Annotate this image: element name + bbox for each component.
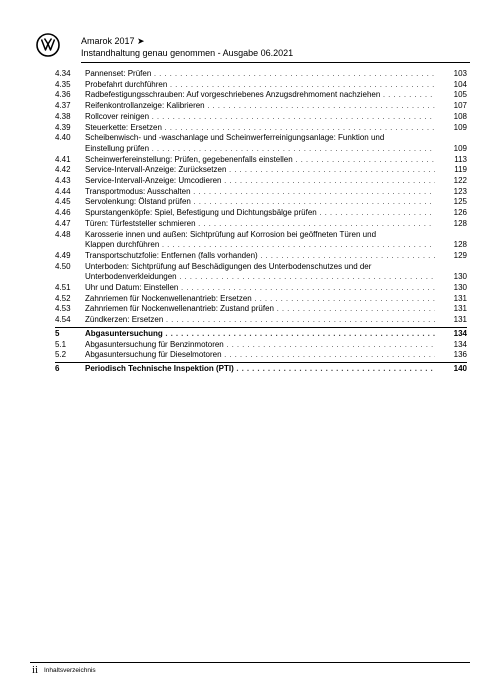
toc-entry-number: 5 <box>55 328 60 338</box>
toc-entry[interactable] <box>55 208 467 219</box>
toc-entry-title-line: Unterboden: Sichtprüfung auf Beschädigungen des Unterbodenschutzes und der <box>85 261 372 271</box>
toc-entry-title-line: Scheinwerfereinstellung: Prüfen, gegebenenfalls einstellen . . . <box>85 155 435 166</box>
toc-entry-title <box>85 219 435 230</box>
toc-entry-page: 108 <box>453 111 467 121</box>
toc-entry-title <box>85 304 435 315</box>
toc-entry-number: 4.36 <box>55 90 71 100</box>
toc-entry-title <box>85 187 435 198</box>
toc-entry-page: 125 <box>453 197 467 207</box>
toc-entry[interactable] <box>55 304 467 315</box>
toc-entry-title-line: Rollcover reinigen . . . <box>85 112 435 123</box>
toc-entry-page: 134 <box>453 339 467 349</box>
toc-entry-title-line: Einstellung prüfen . . . <box>85 144 435 155</box>
toc-entry-number: 4.47 <box>55 218 71 228</box>
page-header <box>30 30 470 66</box>
toc-entry-title <box>85 197 435 208</box>
toc-entry-number: 4.35 <box>55 79 71 89</box>
toc-entry-title-line: Pannenset: Prüfen . . . <box>85 69 435 80</box>
toc-chapter-entry[interactable] <box>55 364 467 375</box>
toc-entry[interactable] <box>55 262 467 283</box>
toc-entry-title <box>85 315 435 326</box>
toc-entry-title-line: Unterbodenverkleidungen . . . <box>85 272 435 283</box>
toc-entry-title <box>85 101 435 112</box>
toc-entry-title <box>85 262 435 283</box>
toc-entry-number: 4.39 <box>55 122 71 132</box>
toc-entry-number: 4.37 <box>55 101 71 111</box>
toc-entry-title <box>85 155 435 166</box>
toc-entry-title <box>85 123 435 134</box>
toc-entry-page: 107 <box>453 101 467 111</box>
toc-entry-number: 4.49 <box>55 250 71 260</box>
toc-entry-number: 4.54 <box>55 315 71 325</box>
header-model: Amarok 2017 ➤ <box>81 36 145 46</box>
toc-entry[interactable] <box>55 230 467 251</box>
toc-entry-title <box>85 112 435 123</box>
toc-entry-title <box>85 283 435 294</box>
toc-entry-title <box>85 340 435 351</box>
toc-entry-number: 4.40 <box>55 133 71 143</box>
toc-entry-page: 140 <box>453 363 467 373</box>
toc-entry-number: 4.46 <box>55 208 71 218</box>
toc-entry-number: 4.50 <box>55 261 71 271</box>
toc-entry-number: 5.2 <box>55 350 67 360</box>
toc-entry-page: 131 <box>453 304 467 314</box>
toc-entry[interactable] <box>55 187 467 198</box>
toc-entry-title-line: Scheibenwisch- und -waschanlage und Scheinwerferreinigungsanlage: Funktion und <box>85 133 385 143</box>
toc-entry-page: 103 <box>453 69 467 78</box>
toc-entry-title-line: Servolenkung: Ölstand prüfen . . . <box>85 197 435 208</box>
toc-entry-title-line: Abgasuntersuchung für Benzinmotoren . . . <box>85 340 435 351</box>
toc-entry-title-line: Probefahrt durchführen . . . <box>85 80 435 91</box>
toc-entry-page: 128 <box>453 240 467 250</box>
toc-entry[interactable] <box>55 112 467 123</box>
toc-entry[interactable] <box>55 80 467 91</box>
toc-entry[interactable] <box>55 176 467 187</box>
toc-entry[interactable] <box>55 101 467 112</box>
toc-entry-title-line: Transportmodus: Ausschalten . . . <box>85 187 435 198</box>
toc-entry[interactable] <box>55 155 467 166</box>
toc-entry-number: 4.53 <box>55 304 71 314</box>
toc-entry-title-line: Abgasuntersuchung . . . <box>85 329 435 340</box>
vw-logo-icon <box>36 33 60 57</box>
toc-entry-title <box>85 251 435 262</box>
toc-entry-number: 4.43 <box>55 176 71 186</box>
toc-entry[interactable] <box>55 165 467 176</box>
toc-entry[interactable] <box>55 283 467 294</box>
toc-entry[interactable] <box>55 123 467 134</box>
toc-entry-page: 130 <box>453 283 467 293</box>
toc-entry[interactable] <box>55 197 467 208</box>
toc-entry-page: 119 <box>454 165 467 175</box>
toc-entry-title-line: Abgasuntersuchung für Dieselmotoren . . . <box>85 350 435 361</box>
toc-entry-title <box>85 208 435 219</box>
chapter-separator <box>55 327 467 328</box>
toc-entry-number: 4.51 <box>55 283 71 293</box>
toc-entry-number: 4.44 <box>55 186 71 196</box>
toc-entry-title-line: Klappen durchführen . . . <box>85 240 435 251</box>
toc-entry-title-line: Zahnriemen für Nockenwellenantrieb: Ersetzen . . . <box>85 294 435 305</box>
header-text <box>81 35 293 59</box>
toc-entry[interactable] <box>55 315 467 326</box>
page-footer <box>30 662 470 676</box>
toc-entry-page: 122 <box>453 176 467 186</box>
toc-entry-title-line: Türen: Türfeststeller schmieren . . . <box>85 219 435 230</box>
toc-entry-page: 136 <box>453 350 467 360</box>
toc-entry-number: 4.41 <box>55 154 71 164</box>
toc-entry-number: 4.38 <box>55 111 71 121</box>
chapter-separator <box>55 362 467 363</box>
toc-entry[interactable] <box>55 294 467 305</box>
toc-entry-title-line: Reifenkontrollanzeige: Kalibrieren . . . <box>85 101 435 112</box>
footer-label: Inhaltsverzeichnis <box>44 667 96 674</box>
toc-entry-page: 104 <box>453 79 467 89</box>
toc-entry-title <box>85 165 435 176</box>
toc-entry-title <box>85 80 435 91</box>
table-of-contents <box>55 69 467 375</box>
toc-entry-title <box>85 364 435 375</box>
toc-entry-page: 105 <box>453 90 467 100</box>
toc-entry-page: 129 <box>453 250 467 260</box>
toc-entry-page: 109 <box>453 143 467 153</box>
footer-rule <box>30 662 470 663</box>
header-subtitle: Instandhaltung genau genommen - Ausgabe 06.2021 <box>81 48 294 58</box>
toc-entry-title-line: Service-Intervall-Anzeige: Zurücksetzen . . . <box>85 165 435 176</box>
toc-entry-title-line: Karosserie innen und außen: Sichtprüfung auf Korrosion bei geöffneten Türen und <box>85 229 377 239</box>
toc-entry[interactable] <box>55 350 467 361</box>
toc-entry-title <box>85 133 435 154</box>
toc-entry-page: 123 <box>453 186 467 196</box>
toc-entry-title-line: Zündkerzen: Ersetzen . . . <box>85 315 435 326</box>
toc-entry-title-line: Steuerkette: Ersetzen . . . <box>85 123 435 134</box>
toc-entry[interactable] <box>55 133 467 154</box>
toc-entry-page: 109 <box>453 122 467 132</box>
toc-entry-title-line: Service-Intervall-Anzeige: Umcodieren . . . <box>85 176 435 187</box>
toc-chapter-entry[interactable] <box>55 329 467 340</box>
toc-entry[interactable] <box>55 251 467 262</box>
toc-entry-number: 4.45 <box>55 197 71 207</box>
toc-entry-title <box>85 294 435 305</box>
toc-entry-title-line: Radbefestigungsschrauben: Auf vorgeschriebenes Anzugsdrehmoment nachziehen . . . <box>85 90 435 101</box>
toc-entry-number: 4.52 <box>55 293 71 303</box>
toc-entry-number: 4.48 <box>55 229 71 239</box>
toc-entry-title <box>85 230 435 251</box>
toc-entry-title-line: Zahnriemen für Nockenwellenantrieb: Zustand prüfen . . . <box>85 304 435 315</box>
toc-entry-title <box>85 329 435 340</box>
toc-entry[interactable] <box>55 219 467 230</box>
toc-entry-title-line: Periodisch Technische Inspektion (PTI) . . . <box>85 364 435 375</box>
toc-entry[interactable] <box>55 340 467 351</box>
toc-entry-number: 4.42 <box>55 165 71 175</box>
toc-entry-page: 113 <box>454 154 467 164</box>
footer-page-number: ii <box>32 664 39 676</box>
toc-entry-page: 130 <box>453 272 467 282</box>
toc-entry-title <box>85 176 435 187</box>
toc-entry-number: 6 <box>55 363 60 373</box>
toc-entry-title-line: Spurstangenköpfe: Spiel, Befestigung und Dichtungsbälge prüfen . . . <box>85 208 435 219</box>
toc-entry-page: 131 <box>453 315 467 325</box>
toc-entry-title <box>85 90 435 101</box>
toc-entry-number: 5.1 <box>55 339 67 349</box>
toc-entry[interactable] <box>55 90 467 101</box>
toc-entry-number: 4.34 <box>55 69 71 78</box>
toc-entry-title <box>85 350 435 361</box>
header-rule <box>81 62 470 63</box>
toc-entry-title-line: Transportschutzfolie: Entfernen (falls vorhanden) . . . <box>85 251 435 262</box>
toc-entry-page: 126 <box>453 208 467 218</box>
toc-entry-page: 131 <box>453 293 467 303</box>
toc-entry-title <box>85 69 435 80</box>
toc-entry-page: 134 <box>453 328 467 338</box>
toc-entry[interactable] <box>55 69 467 80</box>
toc-entry-page: 128 <box>453 218 467 228</box>
toc-entry-title-line: Uhr und Datum: Einstellen . . . <box>85 283 435 294</box>
